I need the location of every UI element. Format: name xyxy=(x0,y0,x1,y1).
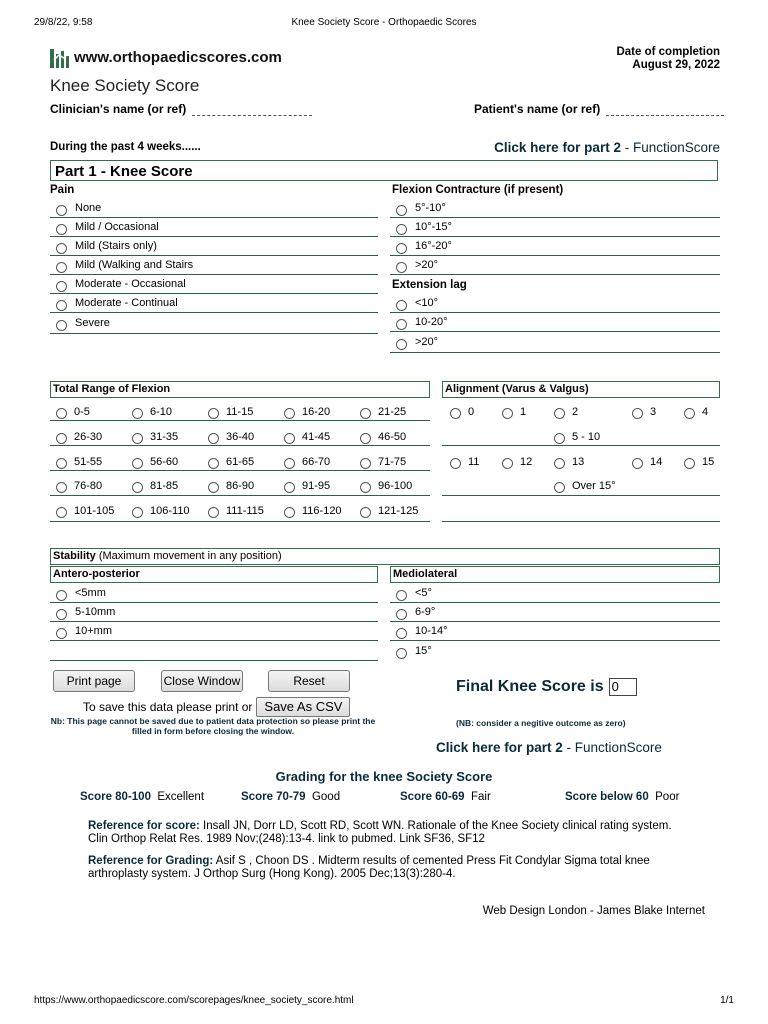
patient-field xyxy=(474,102,724,116)
radio-icon[interactable] xyxy=(56,433,67,444)
radio-icon[interactable] xyxy=(132,507,143,518)
flexion-contracture-options xyxy=(390,199,720,275)
part2-link-bottom[interactable] xyxy=(436,740,662,755)
radio-icon[interactable] xyxy=(396,243,407,254)
flexion-option[interactable]: 116-120 xyxy=(284,503,342,518)
radio-icon[interactable] xyxy=(284,507,295,518)
radio-icon[interactable] xyxy=(554,433,565,444)
reference-score: Reference for score: Insall JN, Dorr LD, Scott RD, Scott WN. Rationale of the Knee Society clinical rating system. Clin Orthop Relat Res. 1989 Nov;(248):13-4. link to pubmed. Link SF36, SF12 xyxy=(88,820,672,845)
radio-icon[interactable] xyxy=(132,458,143,469)
radio-icon[interactable] xyxy=(554,482,565,493)
completion-block xyxy=(616,46,720,72)
flexion-option[interactable]: 106-110 xyxy=(132,503,190,518)
close-window-button[interactable]: Close Window xyxy=(161,670,243,692)
extension-lag-options xyxy=(390,294,720,353)
period-text: During the past 4 weeks...... xyxy=(50,141,201,153)
flexion-option[interactable]: 16-20 xyxy=(284,404,330,419)
print-button[interactable]: Print page xyxy=(53,670,135,692)
final-score-field[interactable]: 0 xyxy=(609,678,637,696)
radio-icon[interactable] xyxy=(396,205,407,216)
pain-option[interactable]: Moderate - Continual xyxy=(50,294,378,313)
radio-icon[interactable] xyxy=(56,482,67,493)
alignment-option[interactable]: 4 xyxy=(684,404,708,419)
pain-options xyxy=(50,199,378,334)
radio-icon[interactable] xyxy=(450,408,461,419)
flexion-option[interactable]: 46-50 xyxy=(360,429,406,444)
radio-icon[interactable] xyxy=(132,433,143,444)
alignment-option[interactable]: 13 xyxy=(554,454,584,469)
radio-icon[interactable] xyxy=(396,648,407,659)
alignment-option[interactable]: 14 xyxy=(632,454,662,469)
radio-icon[interactable] xyxy=(396,224,407,235)
radio-icon[interactable] xyxy=(554,458,565,469)
flexion-option[interactable]: 0-5 xyxy=(56,404,90,419)
radio-icon[interactable] xyxy=(56,300,67,311)
antero-posterior-options xyxy=(50,584,378,661)
antero-posterior-option[interactable]: 10+mm xyxy=(50,622,378,641)
antero-posterior-option[interactable]: 5-10mm xyxy=(50,603,378,622)
radio-icon[interactable] xyxy=(208,507,219,518)
clinician-input[interactable] xyxy=(192,103,312,116)
radio-icon[interactable] xyxy=(208,408,219,419)
flexion-contracture-option[interactable]: >20° xyxy=(390,256,720,275)
credit-link[interactable]: Web Design London - James Blake Internet xyxy=(482,905,705,917)
flexion-option[interactable]: 71-75 xyxy=(360,454,406,469)
radio-icon[interactable] xyxy=(56,262,67,273)
radio-icon[interactable] xyxy=(450,458,461,469)
radio-icon[interactable] xyxy=(502,458,513,469)
extension-lag-option[interactable]: <10° xyxy=(390,294,720,313)
mediolateral-option[interactable]: <5° xyxy=(390,584,720,603)
range-of-flexion-grid xyxy=(50,398,430,525)
radio-icon[interactable] xyxy=(208,433,219,444)
extension-lag-option[interactable]: 10-20° xyxy=(390,313,720,332)
save-text: To save this data please print or xyxy=(83,700,253,714)
part2-link-top[interactable] xyxy=(494,140,720,155)
flexion-contracture-label: Flexion Contracture (if present) xyxy=(392,184,564,196)
radio-icon[interactable] xyxy=(360,408,371,419)
flexion-option[interactable]: 51-55 xyxy=(56,454,102,469)
flexion-option[interactable]: 11-15 xyxy=(208,404,253,419)
radio-icon[interactable] xyxy=(684,408,695,419)
flexion-option[interactable]: 96-100 xyxy=(360,478,412,493)
page-title: Knee Society Score xyxy=(50,76,200,95)
flexion-option[interactable]: 41-45 xyxy=(284,429,330,444)
radio-icon[interactable] xyxy=(396,609,407,620)
radio-icon[interactable] xyxy=(284,458,295,469)
alignment-option[interactable]: 12 xyxy=(502,454,532,469)
alignment-option[interactable]: Over 15° xyxy=(554,478,616,493)
flexion-option[interactable]: 121-125 xyxy=(360,503,418,518)
part2-link-main: Click here for part 2 xyxy=(494,140,621,155)
nb-note: Nb: This page cannot be saved due to patient data protection so please print the filled in form before closing the window. xyxy=(50,716,376,736)
flexion-option[interactable]: 91-95 xyxy=(284,478,330,493)
radio-icon[interactable] xyxy=(56,628,67,639)
radio-icon[interactable] xyxy=(396,319,407,330)
antero-posterior-option[interactable]: <5mm xyxy=(50,584,378,603)
antero-posterior-label: Antero-posterior xyxy=(50,566,378,583)
radio-icon[interactable] xyxy=(56,458,67,469)
antero-posterior-blank xyxy=(50,641,378,661)
clinician-field xyxy=(50,102,312,116)
radio-icon[interactable] xyxy=(684,458,695,469)
radio-icon[interactable] xyxy=(554,408,565,419)
print-datetime: 29/8/22, 9:58 xyxy=(34,17,93,28)
site-name: www.orthopaedicscores.com xyxy=(74,48,282,66)
radio-icon[interactable] xyxy=(208,482,219,493)
radio-icon[interactable] xyxy=(396,300,407,311)
radio-icon[interactable] xyxy=(56,320,67,331)
flexion-option[interactable]: 56-60 xyxy=(132,454,178,469)
alignment-label: Alignment (Varus & Valgus) xyxy=(442,381,720,398)
flexion-contracture-option[interactable]: 16°-20° xyxy=(390,237,720,256)
save-row xyxy=(83,697,350,717)
part2-link-sub: - FunctionScore xyxy=(562,740,662,755)
flexion-option[interactable]: 76-80 xyxy=(56,478,102,493)
pain-option[interactable]: Moderate - Occasional xyxy=(50,275,378,294)
mediolateral-option[interactable]: 15° xyxy=(390,641,720,661)
radio-icon[interactable] xyxy=(56,590,67,601)
flexion-option[interactable]: 26-30 xyxy=(56,429,102,444)
pain-option[interactable]: Mild / Occasional xyxy=(50,218,378,237)
reset-button[interactable]: Reset xyxy=(268,670,350,692)
flexion-option[interactable]: 86-90 xyxy=(208,478,254,493)
flexion-option[interactable]: 21-25 xyxy=(360,404,406,419)
radio-icon[interactable] xyxy=(284,482,295,493)
flexion-option[interactable]: 61-65 xyxy=(208,454,254,469)
stability-header xyxy=(50,548,720,565)
mediolateral-option[interactable]: 10-14° xyxy=(390,622,720,641)
flexion-option[interactable]: 36-40 xyxy=(208,429,254,444)
radio-icon[interactable] xyxy=(132,482,143,493)
part1-title: Part 1 - Knee Score xyxy=(50,160,718,181)
radio-icon[interactable] xyxy=(396,262,407,273)
radio-icon[interactable] xyxy=(56,281,67,292)
patient-input[interactable] xyxy=(606,103,724,116)
reference-grading: Reference for Grading: Asif S , Choon DS . Midterm results of cemented Press Fit Condylar Sigma total knee arthroplasty system. J Orthop Surg (Hong Kong). 2005 Dec;13(3):280-4. xyxy=(88,855,650,880)
radio-icon[interactable] xyxy=(396,590,407,601)
flexion-option[interactable]: 66-70 xyxy=(284,454,330,469)
radio-icon[interactable] xyxy=(360,433,371,444)
radio-icon[interactable] xyxy=(632,408,643,419)
radio-icon[interactable] xyxy=(360,482,371,493)
grading-title: Grading for the knee Society Score xyxy=(275,769,493,784)
final-score-row xyxy=(456,678,637,696)
pain-option[interactable]: Severe xyxy=(50,313,378,334)
radio-icon[interactable] xyxy=(632,458,643,469)
alignment-option[interactable]: 2 xyxy=(554,404,578,419)
radio-icon[interactable] xyxy=(396,628,407,639)
final-score-note: (NB: consider a negitive outcome as zero) xyxy=(456,718,626,728)
radio-icon[interactable] xyxy=(56,243,67,254)
pain-label: Pain xyxy=(50,184,75,196)
radio-icon[interactable] xyxy=(208,458,219,469)
grade-fair: Score 60-69 Fair xyxy=(400,791,491,803)
radio-icon[interactable] xyxy=(56,609,67,620)
radio-icon[interactable] xyxy=(360,458,371,469)
flexion-option[interactable]: 6-10 xyxy=(132,404,172,419)
print-url: https://www.orthopaedicscore.com/scorepages/knee_society_score.html xyxy=(34,995,354,1006)
alignment-option[interactable]: 5 - 10 xyxy=(554,429,600,444)
pain-option[interactable]: Mild (Stairs only) xyxy=(50,237,378,256)
completion-date: August 29, 2022 xyxy=(632,59,720,71)
pain-option[interactable]: Mild (Walking and Stairs xyxy=(50,256,378,275)
flexion-option[interactable]: 31-35 xyxy=(132,429,178,444)
part2-link-main: Click here for part 2 xyxy=(436,740,563,755)
range-of-flexion-label: Total Range of Flexion xyxy=(50,381,430,398)
radio-icon[interactable] xyxy=(502,408,513,419)
flexion-option[interactable]: 111-115 xyxy=(208,503,264,518)
alignment-option[interactable]: 11 xyxy=(450,454,479,469)
site-logo-icon xyxy=(50,46,70,68)
site-logo-row[interactable] xyxy=(50,46,282,68)
clinician-label: Clinician's name (or ref) xyxy=(50,102,187,116)
extension-lag-option[interactable]: >20° xyxy=(390,332,720,353)
extension-lag-label: Extension lag xyxy=(392,279,467,291)
mediolateral-options xyxy=(390,584,720,661)
alignment-grid xyxy=(442,398,720,525)
completion-label: Date of completion xyxy=(616,46,720,58)
alignment-option[interactable]: 1 xyxy=(502,404,526,419)
radio-icon[interactable] xyxy=(396,339,407,350)
grade-good: Score 70-79 Good xyxy=(241,791,341,803)
radio-icon[interactable] xyxy=(56,224,67,235)
final-score-label: Final Knee Score is xyxy=(456,678,604,695)
alignment-option[interactable]: 0 xyxy=(450,404,474,419)
print-page-number: 1/1 xyxy=(720,995,734,1006)
radio-icon[interactable] xyxy=(132,408,143,419)
flexion-option[interactable]: 101-105 xyxy=(56,503,114,518)
alignment-option[interactable]: 15 xyxy=(684,454,714,469)
grade-excellent: Score 80-100 Excellent xyxy=(80,791,205,803)
radio-icon[interactable] xyxy=(360,507,371,518)
stability-label: Stability xyxy=(53,550,96,562)
save-csv-button[interactable]: Save As CSV xyxy=(256,697,350,717)
radio-icon[interactable] xyxy=(284,433,295,444)
stability-sub: (Maximum movement in any position) xyxy=(95,550,282,562)
flexion-contracture-option[interactable]: 10°-15° xyxy=(390,218,720,237)
mediolateral-label: Mediolateral xyxy=(390,566,720,583)
mediolateral-option[interactable]: 6-9° xyxy=(390,603,720,622)
radio-icon[interactable] xyxy=(56,507,67,518)
patient-label: Patient's name (or ref) xyxy=(474,102,601,116)
radio-icon[interactable] xyxy=(56,408,67,419)
pain-option[interactable]: None xyxy=(50,199,378,218)
grade-poor: Score below 60 Poor xyxy=(565,791,680,803)
radio-icon[interactable] xyxy=(56,205,67,216)
print-title: Knee Society Score - Orthopaedic Scores xyxy=(291,17,477,28)
radio-icon[interactable] xyxy=(284,408,295,419)
flexion-option[interactable]: 81-85 xyxy=(132,478,178,493)
part2-link-sub: - FunctionScore xyxy=(620,140,720,155)
alignment-option[interactable]: 3 xyxy=(632,404,656,419)
flexion-contracture-option[interactable]: 5°-10° xyxy=(390,199,720,218)
